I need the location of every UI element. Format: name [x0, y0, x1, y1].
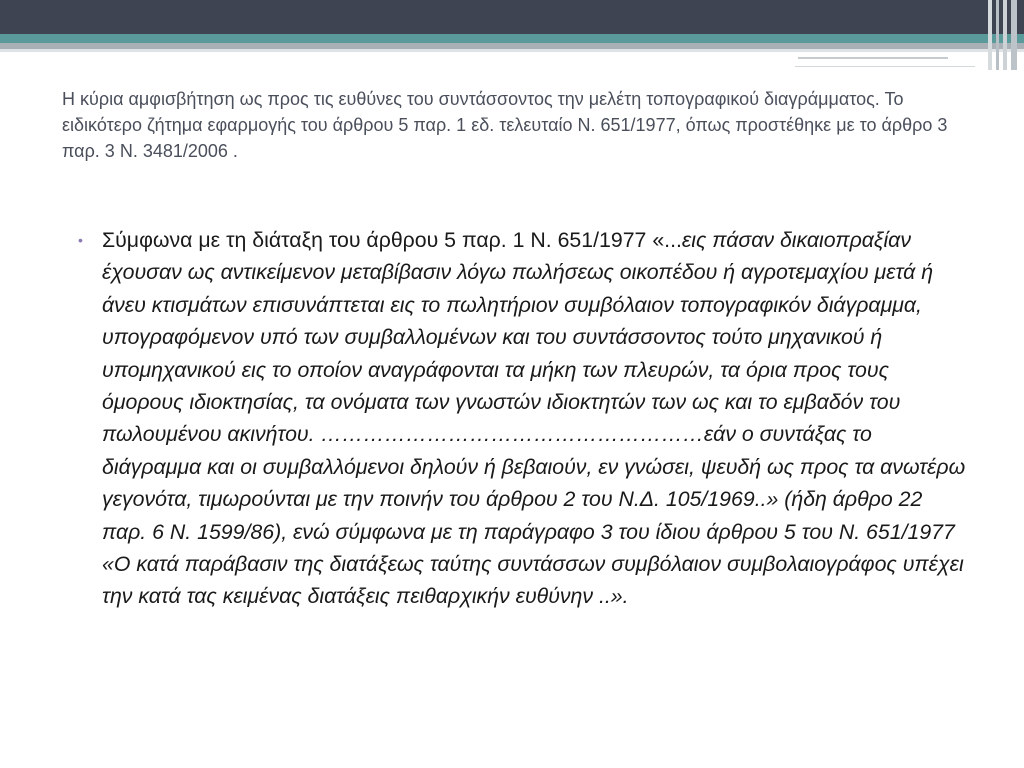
slide-content [78, 224, 968, 613]
stripe [1011, 0, 1017, 70]
stripe [988, 0, 992, 70]
bullet-text-italic: εις πάσαν δικαιοπραξίαν έχουσαν ως αντικείμενον μεταβίβασιν λόγω πωλήσεως οικοπέδου ή αγροτεμαχίου μετά ή άνευ κτισμάτων επισυνάπτεται εις το πωλητήριον συμβόλαιον τοπογραφικόν διάγραμμα, υπογραφόμενον υπό των συμβαλλομένων και του συντάσσοντος τούτο μηχανικού ή υπομηχανικού εις το οποίον αναγράφονται τα μήκη των πλευρών, τα όρια προς τους όμορους ιδιοκτησίας, τα ονόματα των γνωστών ιδιοκτητών των ως και το εμβαδόν του πωλουμένου ακινήτου. ………………………………………………εάν ο συντάξας το διάγραμμα και οι συμβαλλόμενοι δηλούν ή βεβαιούν, εν γνώσει, ψευδή ως προς τα ανωτέρω γεγονότα, τιμωρούνται με την ποινήν του άρθρου 2 του Ν.Δ. 105/1969..» (ήδη άρθρο 22 παρ. 6 Ν. 1599/86), ενώ σύμφωνα με τη παράγραφο 3 του ίδιου άρθρου 5 του Ν. 651/1977 «Ο κατά παράβασιν της διατάξεως ταύτης συντάσσων συμβόλαιον συμβολαιογράφος υπέχει την κατά τας κειμένας διατάξεις πειθαρχικήν ευθύνην ..». [102, 228, 966, 609]
decorative-line [798, 57, 948, 59]
header-light-line [0, 49, 1024, 52]
bullet-item [78, 224, 968, 613]
decorative-line [795, 66, 975, 67]
header-dark-band [0, 0, 1024, 34]
bullet-text [102, 224, 968, 613]
header-teal-band [0, 34, 1024, 43]
decorative-stripes [984, 0, 1024, 70]
bullet-marker: • [78, 232, 83, 248]
stripe [1003, 0, 1007, 70]
slide-title: Η κύρια αμφισβήτηση ως προς τις ευθύνες του συντάσσοντος την μελέτη τοπογραφικού διαγράμματος. Το ειδικότερο ζήτημα εφαρμογής του άρθρου 5 παρ. 1 εδ. τελευταίο Ν. 651/1977, όπως προστέθηκε με το άρθρο 3 παρ. 3 Ν. 3481/2006 . [62, 89, 948, 161]
stripe [996, 0, 999, 70]
bullet-text-upright: Σύμφωνα με τη διάταξη του άρθρου 5 παρ. 1 Ν. 651/1977 «... [102, 228, 682, 252]
